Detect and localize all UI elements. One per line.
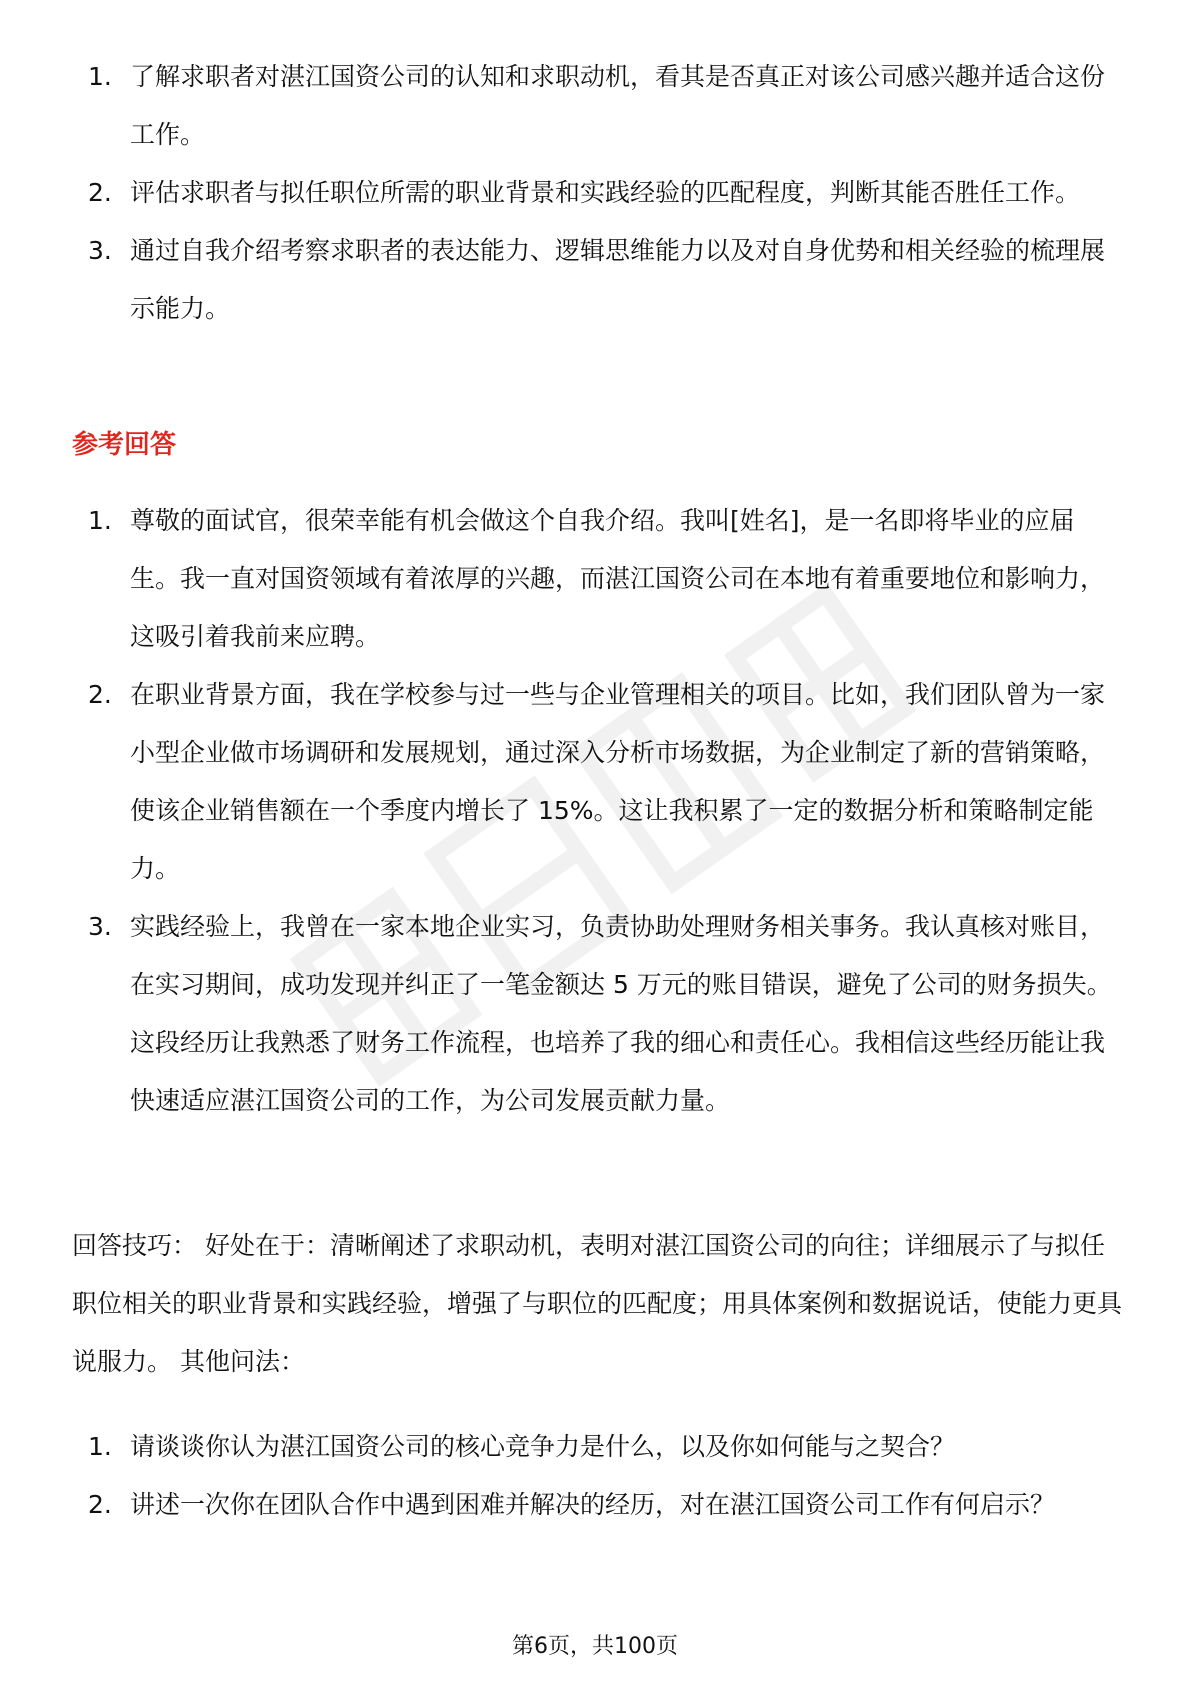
- list-number: 2.: [88, 178, 112, 207]
- section-heading: 参考回答: [72, 430, 177, 460]
- list-number: 2.: [88, 1490, 112, 1519]
- list-text: 评估求职者与拟任职位所需的职业背景和实践经验的匹配程度，判断其能否胜任工作。: [130, 178, 1081, 207]
- reference-answer-list: [80, 492, 1120, 1130]
- list-text: 在职业背景方面，我在学校参与过一些与企业管理相关的项目。比如，我们团队曾为一家小型企业做市场调研和发展规划，通过深入分析市场数据，为企业制定了新的营销策略，使该企业销售额在一个季度内增长了 15%。这让我积累了一定的数据分析和策略制定能力。: [130, 680, 1106, 883]
- list-item: [80, 666, 1120, 898]
- answer-tips-paragraph: 回答技巧： 好处在于：清晰阐述了求职动机，表明对湛江国资公司的向往；详细展示了与拟任职位相关的职业背景和实践经验，增强了与职位的匹配度；用具体案例和数据说话，使能力更具说服力。 其他问法：: [72, 1231, 1123, 1376]
- list-text: 了解求职者对湛江国资公司的认知和求职动机，看其是否真正对该公司感兴趣并适合这份工作。: [130, 62, 1106, 149]
- list-item: [80, 164, 1120, 222]
- list-item: [80, 1476, 1120, 1534]
- list-text: 请谈谈你认为湛江国资公司的核心竞争力是什么，以及你如何能与之契合？: [130, 1432, 956, 1461]
- list-item: [80, 492, 1120, 666]
- page-number: 第6页，共100页: [512, 1634, 678, 1659]
- list-text: 通过自我介绍考察求职者的表达能力、逻辑思维能力以及对自身优势和相关经验的梳理展示能力。: [130, 236, 1106, 323]
- list-number: 3.: [88, 912, 112, 941]
- other-questions-list: [80, 1418, 1120, 1534]
- list-number: 1.: [88, 506, 112, 535]
- list-number: 3.: [88, 236, 112, 265]
- list-number: 2.: [88, 680, 112, 709]
- list-item: [80, 898, 1120, 1130]
- list-text: 尊敬的面试官，很荣幸能有机会做这个自我介绍。我叫[姓名]，是一名即将毕业的应届生。我一直对国资领域有着浓厚的兴趣，而湛江国资公司在本地有着重要地位和影响力，这吸引着我前来应聘。: [130, 506, 1106, 651]
- list-item: [80, 48, 1120, 164]
- list-number: 1.: [88, 1432, 112, 1461]
- intent-list: [80, 48, 1120, 338]
- list-number: 1.: [88, 62, 112, 91]
- list-text: 讲述一次你在团队合作中遇到困难并解决的经历，对在湛江国资公司工作有何启示？: [130, 1490, 1056, 1519]
- list-text: 实践经验上，我曾在一家本地企业实习，负责协助处理财务相关事务。我认真核对账目，在实习期间，成功发现并纠正了一笔金额达 5 万元的账目错误，避免了公司的财务损失。这段经历让我熟悉了财务工作流程，也培养了我的细心和责任心。我相信这些经历能让我快速适应湛江国资公司的工作，为公司发展贡献力量。: [130, 912, 1112, 1115]
- list-item: [80, 222, 1120, 338]
- list-item: [80, 1418, 1120, 1476]
